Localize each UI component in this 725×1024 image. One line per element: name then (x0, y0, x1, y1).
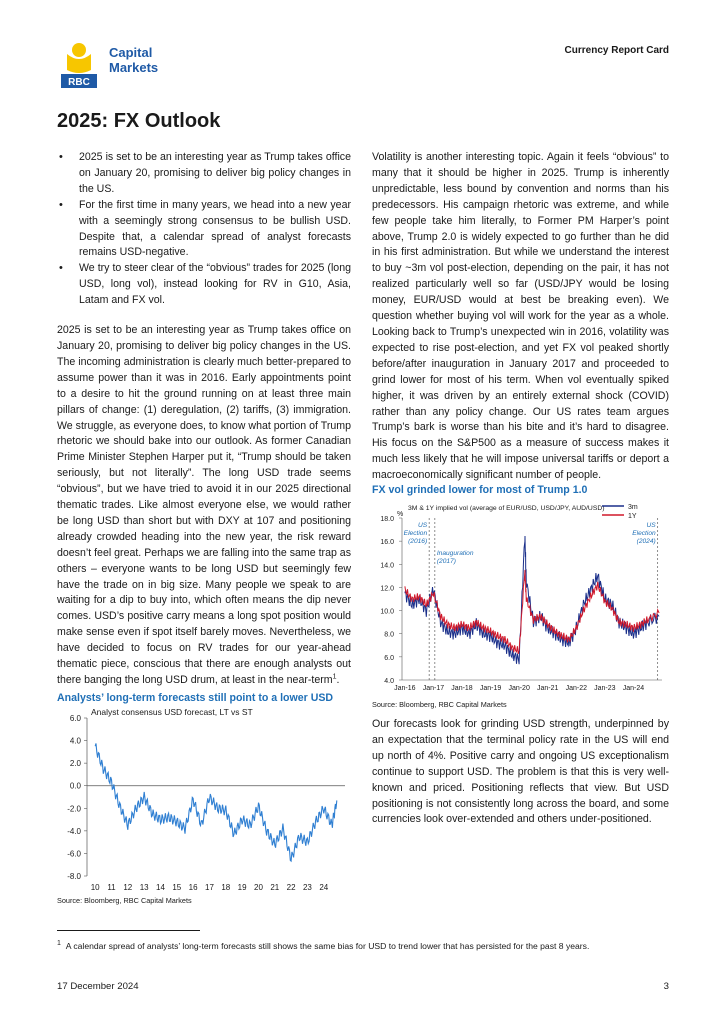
annotation-label: US (417, 522, 428, 529)
x-tick-label: Jan-24 (622, 685, 645, 692)
x-tick-label: 14 (156, 883, 165, 892)
y-tick-label: 0.0 (69, 781, 81, 791)
annotation-label: Election (403, 530, 428, 537)
footer-date: 17 December 2024 (57, 981, 139, 992)
y-tick-label: -4.0 (67, 826, 81, 836)
x-tick-label: Jan-22 (565, 685, 587, 692)
x-tick-label: 16 (188, 883, 198, 892)
x-tick-label: 20 (254, 883, 263, 892)
bullet-item: • We try to steer clear of the “obvious” trades for 2025 (long USD, long vol), instead looking for RV in G10, Asia, Latam and FX vol. (57, 261, 351, 309)
fx-vol-chart (372, 500, 669, 698)
x-tick-label: 24 (319, 883, 329, 892)
chart-left-source: Source: Bloomberg, RBC Capital Markets (57, 896, 192, 905)
y-tick-label: -6.0 (67, 849, 81, 859)
y-tick-label: 4.0 (69, 736, 81, 746)
summary-bullets (57, 150, 351, 309)
usd-forecast-chart (57, 706, 351, 896)
legend-label: 1Y (628, 513, 637, 520)
x-tick-label: Jan-20 (508, 685, 530, 692)
right-column-2 (372, 717, 669, 828)
x-tick-label: 12 (123, 883, 133, 892)
y-tick-label: 12.0 (380, 585, 394, 593)
y-tick-label: 8.0 (384, 631, 394, 639)
y-tick-label: 6.0 (69, 714, 81, 723)
x-tick-label: Jan-19 (479, 685, 502, 692)
footnote-ref[interactable]: 1 (332, 673, 337, 681)
y-axis-unit: % (397, 511, 404, 518)
x-tick-label: 19 (237, 883, 247, 892)
annotation-label: (2024) (636, 538, 656, 545)
right-paragraph-1: Volatility is another interesting topic. Again it feels “obvious” to many that it should be higher in 2025. Trump is inherently unpredictable, less bound by convention and norms than his predecessors. His campaign rhetoric was extreme, and while few people take him literally, to Former PM Harper’s point above, Trump 2.0 is widely expected to go further than he did in his first administration. But while we understand the interest to buy ~3m vol post-election, depending on the pair, it has not realized particularly well so far (USD/JPY would be losing money, EUR/USD would at best be breaking even). We question whether buying vol will work for the year as a whole. Looking back to Trump’s unexpected win in 2016, volatility was expected to rise post-election, and yet FX vol peaked shortly before/after inauguration in January 2017 and proceeded to grind lower for most of his term. When vol eventually spiked higher, it was driven by an entirely external shock (COVID) rather than any policy change. Our US rates team argues Trump’s bark is worse than his bite and it’s hard to disagree. His focus on the S&P500 as a measure of success makes it much less likely that he will impose universal tariffs or deport a macroeconomically significant number of people. (372, 151, 669, 482)
chart-right-source: Source: Bloomberg, RBC Capital Markets (372, 700, 507, 709)
annotation-label: (2017) (436, 558, 456, 565)
left-column (57, 150, 351, 689)
x-tick-label: Jan-18 (451, 685, 473, 692)
legend-label: 3m (628, 504, 638, 511)
footnote-text: A calendar spread of analysts’ long-term forecasts still shows the same bias for USD to trend lower that has persisted for the past 8 years. (65, 941, 590, 951)
chart-left-title: Analysts’ long-term forecasts still point to a lower USD (57, 692, 334, 704)
footnote-divider (57, 930, 200, 931)
x-tick-label: 10 (90, 883, 100, 892)
right-column (372, 150, 669, 484)
bullet-item: • For the first time in many years, we head into a new year with a seemingly strong consensus to be bullish USD. Despite that, a calendar spread of analyst forecasts remains USD-negative. (57, 198, 351, 262)
series-line-lt-vs-st (95, 743, 337, 861)
y-tick-label: 10.0 (380, 608, 394, 616)
footnote-number: 1 (57, 940, 61, 948)
x-tick-label: 11 (107, 883, 116, 892)
footnote (57, 940, 669, 953)
x-tick-label: Jan-21 (537, 685, 559, 692)
page-number: 3 (663, 981, 669, 992)
left-paragraph-end: . (336, 674, 340, 686)
chart-subtitle: Analyst consensus USD forecast, LT vs ST (91, 707, 253, 717)
y-tick-label: -8.0 (67, 872, 81, 881)
y-tick-label: -2.0 (67, 804, 81, 814)
annotation-label: (2016) (408, 538, 428, 545)
logo-text-line2: Markets (109, 60, 159, 75)
left-paragraph-text: 2025 is set to be an interesting year as Trump takes office on January 20, promising to deliver big policy changes in the US. The incoming administration is clearly much better-prepared to assume power than it was in 2016. Early appointments point to a desire to hit the ground running on at least three main pillars of change: (1) deregulation, (2) tariffs, (3) immigration. We struggle, as everyone does, to know what portion of Trump rhetoric we should bake into our outlook. As former Canadian Prime Minister Stephen Harper put it, “Trump should be taken seriously, but not literally”. The long USD trade seems “obvious”, but we have tried to avoid it in our 2025 directional thematic trades. Like almost everyone else, we would rather be long USD than short but with DXY at 107 and positioning already crowded heading into the new year, the risk reward doesn’t feel great. Perhaps we are falling into the same trap as others – everyone wants to be long USD but seemingly few have the trade on in big size. Many people we speak to are waiting for a dip to buy into, which often means the dip never comes. USD’s positive carry means a long spot position would make sense even if spot itself barely moves. Nevertheless, we have decided to focus on RV trades for our year-ahead thematic piece, conscious that there are enough analysts out there banging the long USD drum, at least in the near-term (57, 324, 351, 686)
x-tick-label: 21 (270, 883, 280, 892)
right-paragraph-2: Our forecasts look for grinding USD strength, underpinned by an expectation that the terminal policy rate in the US will end up north of 4%. Positive carry and ongoing US exceptionalism continue to support USD. The problem is that this is very well-known and priced. Positioning reflects that view. But USD positioning is not consistently long across the board, and some currencies look over-extended and others under-positioned. (372, 718, 669, 826)
annotation-label: Inauguration (436, 550, 474, 557)
report-name: Currency Report Card (564, 45, 669, 56)
logo-brand: RBC (68, 77, 90, 88)
chart-right-title: FX vol grinded lower for most of Trump 1.0 (372, 484, 588, 496)
annotation-label: US (646, 522, 656, 529)
bullet-item: • 2025 is set to be an interesting year as Trump takes office on January 20, promising to deliver big policy changes in the US. (57, 150, 351, 198)
y-tick-label: 4.0 (384, 678, 394, 685)
x-tick-label: 22 (286, 883, 296, 892)
chart-subtitle: 3M & 1Y implied vol (average of EUR/USD, USD/JPY, AUD/USD) (408, 505, 605, 512)
y-tick-label: 14.0 (380, 562, 394, 570)
page-title: 2025: FX Outlook (57, 110, 221, 132)
y-tick-label: 18.0 (380, 516, 394, 523)
x-tick-label: 18 (221, 883, 231, 892)
y-tick-label: 16.0 (380, 539, 394, 547)
x-tick-label: 15 (172, 883, 182, 892)
annotation-label: Election (632, 530, 656, 537)
x-tick-label: 23 (302, 883, 312, 892)
y-tick-label: 2.0 (69, 759, 81, 769)
y-tick-label: 6.0 (384, 654, 394, 662)
x-tick-label: Jan-17 (422, 685, 445, 692)
x-tick-label: Jan-16 (394, 685, 416, 692)
rbc-logo (57, 40, 177, 92)
logo-text-line1: Capital (109, 45, 153, 60)
rbc-shield-icon (57, 40, 101, 90)
left-paragraph (57, 323, 351, 689)
x-tick-label: 17 (205, 883, 214, 892)
logo-text (109, 45, 158, 75)
x-tick-label: Jan-23 (594, 685, 616, 692)
x-tick-label: 13 (139, 883, 149, 892)
